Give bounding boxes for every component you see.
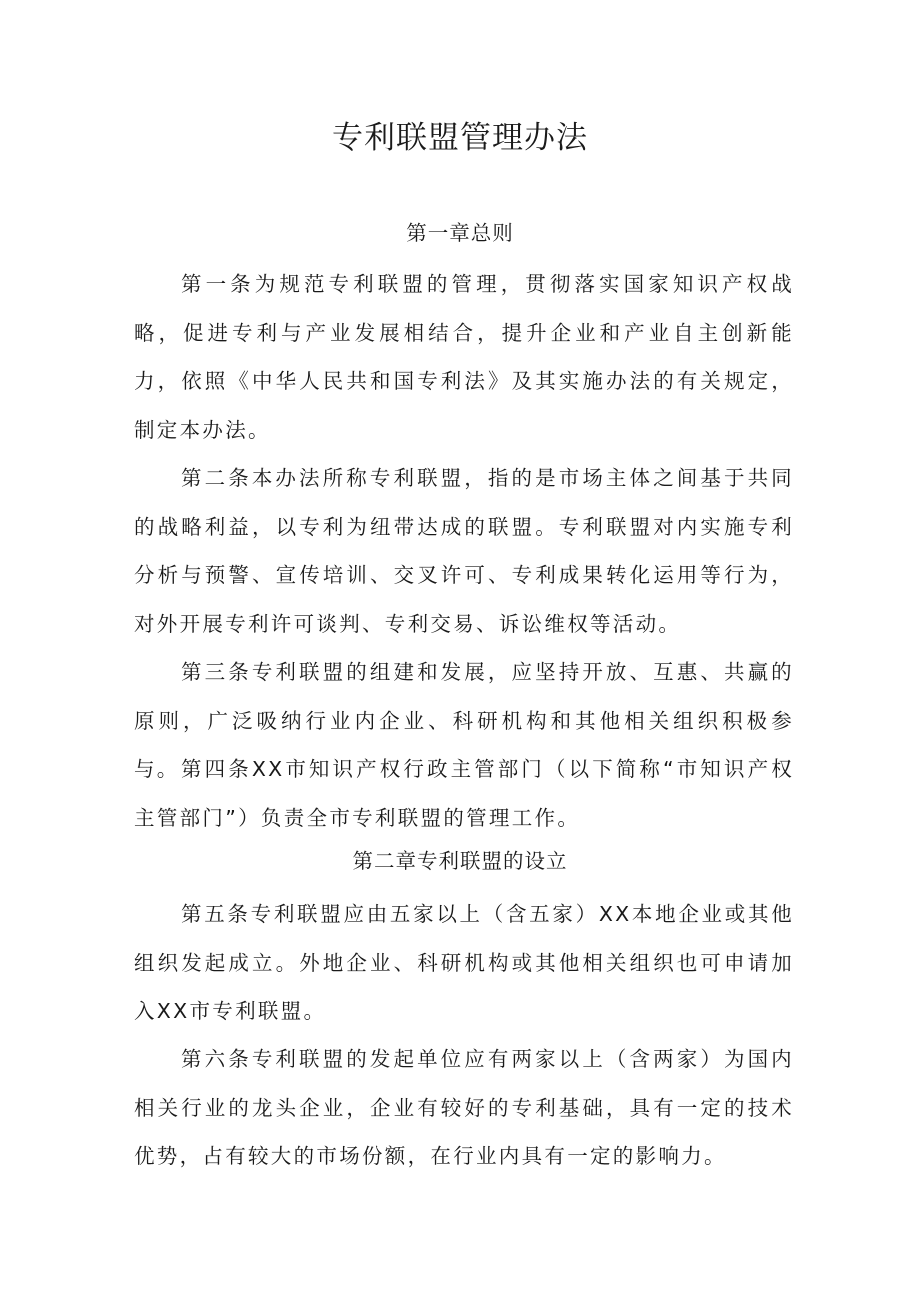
article-3-paragraph: 第三条专利联盟的组建和发展，应坚持开放、互惠、共赢的原则，广泛吸纳行业内企业、科研机构和其他相关组织积极参与。 bbox=[134, 660, 794, 781]
document-title: 专利联盟管理办法 bbox=[332, 120, 588, 156]
chapter-1-heading: 第一章总则 bbox=[406, 221, 514, 245]
article-1-paragraph: 第一条为规范专利联盟的管理，贯彻落实国家知识产权战略，促进专利与产业发展相结合，提升企业和产业自主创新能力，依照《中华人民共和国专利法》及其实施办法的有关规定，制定本办法。 bbox=[134, 272, 794, 442]
article-6-paragraph: 第六条专利联盟的发起单位应有两家以上（含两家）为国内相关行业的龙头企业，企业有较好的专利基础，具有一定的技术优势，占有较大的市场份额，在行业内具有一定的影响力。 bbox=[134, 1047, 794, 1168]
article-5-paragraph: 第五条专利联盟应由五家以上（含五家）XX本地企业或其他组织发起成立。外地企业、科研机构或其他相关组织也可申请加入XX市专利联盟。 bbox=[134, 902, 794, 1023]
article-2-paragraph: 第二条本办法所称专利联盟，指的是市场主体之间基于共同的战略利益，以专利为纽带达成的联盟。专利联盟对内实施专利分析与预警、宣传培训、交叉许可、专利成果转化运用等行为，对外开展专利许可谈判、专利交易、诉讼维权等活动。 bbox=[134, 466, 794, 636]
article-4-paragraph: 第四条XX市知识产权行政主管部门（以下简称“市知识产权主管部门”）负责全市专利联盟的管理工作。 bbox=[134, 757, 794, 830]
chapter-2-heading: 第二章专利联盟的设立 bbox=[352, 849, 568, 873]
